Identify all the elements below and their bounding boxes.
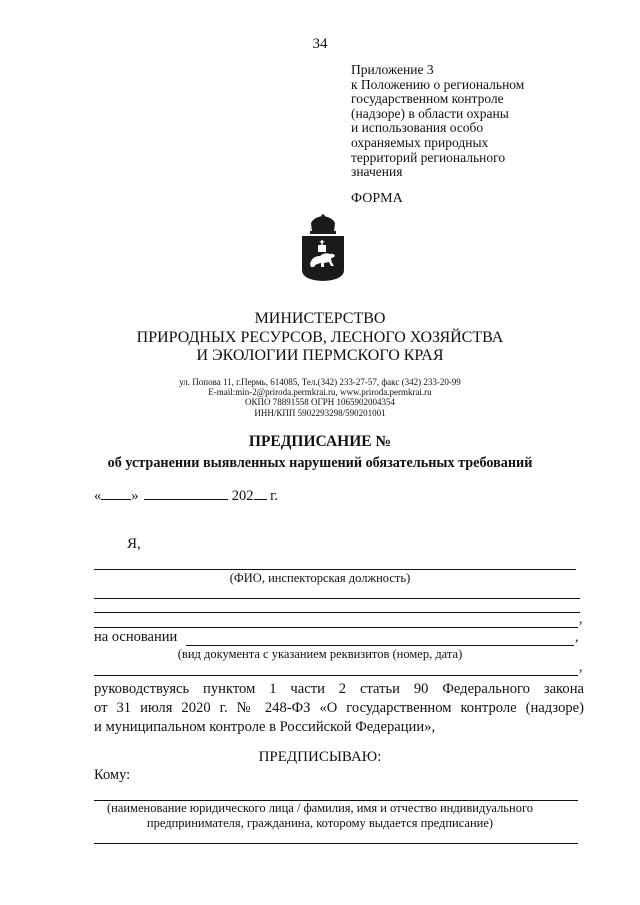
recipient-label: Кому: xyxy=(94,767,131,783)
contact-line: ОКПО 78891558 ОГРН 1065902004354 xyxy=(245,397,395,408)
paragraph-line: и муниципальном контроле в Российской Федерации», xyxy=(94,719,436,736)
appendix-note xyxy=(351,63,611,180)
ministry-line: МИНИСТЕРСТВО xyxy=(254,310,386,327)
appendix-line: и использования особо xyxy=(351,120,484,136)
appendix-line: охраняемых природных xyxy=(351,134,489,150)
ministry-line: И ЭКОЛОГИИ ПЕРМСКОГО КРАЯ xyxy=(196,347,444,364)
line-comma: , xyxy=(579,612,583,627)
basis-continuation-line[interactable] xyxy=(94,675,578,676)
ministry-name xyxy=(0,310,640,366)
page-number: 34 xyxy=(312,36,328,52)
line-comma: , xyxy=(579,660,583,675)
year-prefix: 202 xyxy=(231,488,254,504)
month-blank[interactable] xyxy=(144,486,228,500)
appendix-line: к Положению о региональном xyxy=(351,76,525,92)
appendix-line: государственном контроле xyxy=(351,91,504,107)
paragraph-line: руководствуясь пунктом 1 части 2 статьи 90 Федерального закона xyxy=(94,681,584,697)
day-blank[interactable] xyxy=(101,486,131,500)
fio-continuation-line[interactable] xyxy=(94,612,580,613)
form-label: ФОРМА xyxy=(351,191,403,206)
ministry-contacts xyxy=(0,377,640,418)
line-comma: , xyxy=(575,630,579,645)
basis-blank-line[interactable] xyxy=(186,645,574,646)
fio-caption: (ФИО, инспекторская должность) xyxy=(229,571,411,585)
appendix-line: значения xyxy=(351,164,403,180)
contact-line: ИНН/КПП 5902293298/590201001 xyxy=(254,407,386,418)
paragraph-line: от 31 июля 2020 г. № 248-ФЗ «О государственном контроле (надзоре) xyxy=(94,700,584,717)
inspector-intro: Я, xyxy=(127,536,141,552)
year-blank[interactable] xyxy=(254,486,267,500)
appendix-line: (надзоре) в области охраны xyxy=(351,105,509,121)
recipient-caption-line: предпринимателя, гражданина, которому выдается предписание) xyxy=(146,816,494,830)
contact-line: ул. Попова 11, г.Пермь, 614085, Тел.(342) 233-27-57, факс (342) 233-20-99 xyxy=(179,377,461,387)
recipient-caption xyxy=(0,801,640,831)
basis-caption: (вид документа с указанием реквизитов (номер, дата) xyxy=(177,647,463,661)
appendix-line: территорий регионального xyxy=(351,149,506,165)
basis-label: на основании xyxy=(94,629,178,645)
date-open-quote: « xyxy=(94,488,102,504)
year-suffix: г. xyxy=(270,488,279,504)
document-subtitle: об устранении выявленных нарушений обязательных требований xyxy=(107,455,533,471)
fio-continuation-line[interactable] xyxy=(94,627,578,628)
recipient-caption-line: (наименование юридического лица / фамилия, имя и отчество индивидуального xyxy=(106,801,534,815)
perm-krai-coat-of-arms-icon xyxy=(300,214,346,282)
fio-continuation-line[interactable] xyxy=(94,598,580,599)
appendix-line: Приложение 3 xyxy=(351,62,434,77)
legal-basis-paragraph xyxy=(94,680,584,738)
date-close-quote: » xyxy=(131,488,139,504)
order-heading: ПРЕДПИСЫВАЮ: xyxy=(258,749,382,765)
ministry-line: ПРИРОДНЫХ РЕСУРСОВ, ЛЕСНОГО ХОЗЯЙСТВА xyxy=(136,328,504,346)
contact-line: E-mail:min-2@priroda.permkrai.ru, www.priroda.permkrai.ru xyxy=(208,387,432,398)
date-line xyxy=(94,486,278,505)
recipient-continuation-line[interactable] xyxy=(94,843,578,844)
fio-blank-line[interactable] xyxy=(94,569,576,570)
document-title: ПРЕДПИСАНИЕ № xyxy=(248,433,392,450)
